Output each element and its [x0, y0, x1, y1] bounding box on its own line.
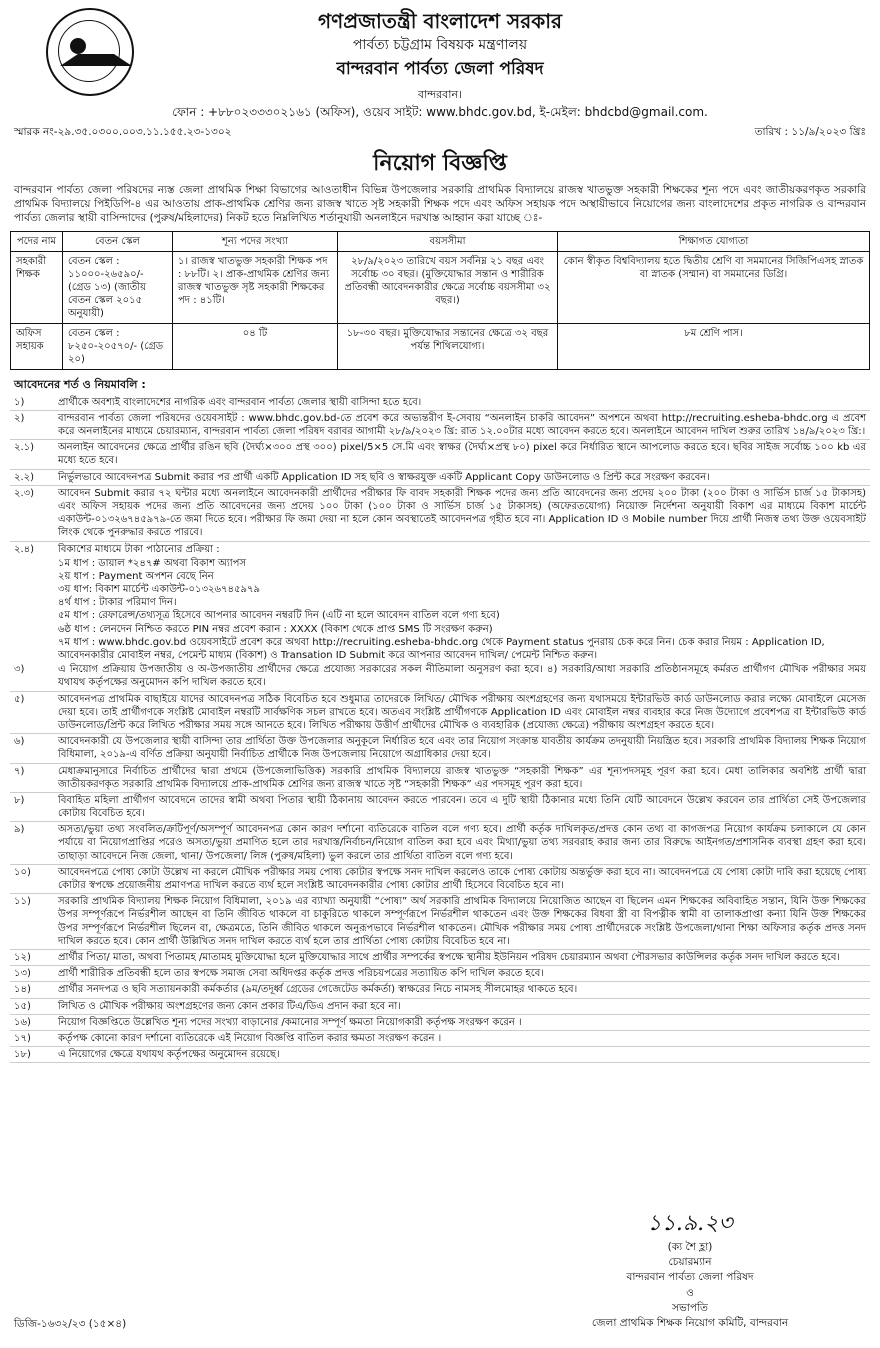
cell-vacancy: ১। রাজস্ব খাতভুক্ত সহকারী শিক্ষক পদ : ৮৮টি। ২। প্রাক-প্রাথমিক শ্রেণির জন্য রাজস্ব খাতভুক্ত সৃষ্ট সহকারী শিক্ষকের পদ : ৪১টি। [173, 252, 338, 324]
cell-vacancy: ০৪ টি [173, 324, 338, 370]
cell-education: কোন স্বীকৃত বিশ্ববিদ্যালয় হতে দ্বিতীয় শ্রেণি বা সমমানের সিজিপিএসহ স্নাতক বা স্নাতক (সম্মান) বা সমমানের ডিগ্রি। [558, 252, 870, 324]
list-item [10, 982, 870, 998]
logo-inner-ring [58, 20, 120, 82]
signatory-name: (ক্য শৈ হ্লা) [667, 1240, 713, 1253]
item-text: কর্তৃপক্ষ কোনো কারণ দর্শানো ব্যতিরেকে এই নিয়োগ বিজ্ঞপ্তি বাতিল করার ক্ষমতা সংরক্ষণ করেন । [58, 1032, 442, 1044]
signatory-title-2: সভাপতি [672, 1301, 708, 1314]
item-number: ৬) [14, 736, 25, 748]
payment-step: ১ম ধাপ : ডায়াল *২৪৭# অথবা বিকাশ অ্যাপস [58, 557, 247, 569]
item-number: ৫) [14, 693, 25, 705]
item-text: আবেদন Submit করার ৭২ ঘন্টার মধ্যে অনলাইনে আবেদনকারী প্রার্থীদের পরীক্ষার ফি বাবদ সহকারী শিক্ষক পদের জন্য প্রতি আবেদনের জন্য প্রদেয় ২০০ টাকা (২০০ টাকা ও সার্ভিস চার্জ ১৫ টাকাসহ) এবং অফিস সহায়ক পদের জন্য প্রতি আবেদনের জন্য প্রদেয় ১০০ টাকা (১০০ টাকা ও সার্ভিস চার্জ ১৫ টাকাসহ) (অফেরতযোগ্য) নিয়োক্ত নির্দেশনা অনুযায়ী বিকাশ এর মাধ্যমে বিকাশ মার্চেন্ট একাউন্ট-০১৩২৬৭৪৫৯৭৯-তে জমা দিতে হবে। পরীক্ষার ফি জমা দেয়া না হলে কোন অবস্থাতেই আবেদনপত্র গৃহীত হবে না। Application ID ও Mobile number দিয়ে প্রার্থী নিজস্ব তথ্য উক্ত ওয়েবসাইট লিংক থেকে পুনরুদ্ধার করতে পারবে। [58, 487, 866, 539]
item-text: নির্ভুলভাবে আবেদনপত্র Submit করার পর প্রার্থী একটি Application ID সহ ছবি ও স্বাক্ষরযুক্ত একটি Applicant Copy ডাউনলোড ও প্রিন্ট করে সংরক্ষণ করবেন। [58, 471, 710, 483]
list-item [10, 966, 870, 982]
hill-icon [60, 54, 132, 66]
signatory-and: ও [686, 1286, 694, 1299]
item-text: বিকাশের মাধ্যমে টাকা পাঠানোর প্রক্রিয়া : [58, 543, 220, 555]
memo-line [10, 126, 870, 140]
item-text: বান্দরবান পার্বত্য জেলা পরিষদের ওয়েবসাইট : www.bhdc.gov.bd-তে প্রবেশ করে অভ্যন্তরীণ ই-সেবায় “অনলাইন চাকরি আবেদন” অপশনে অথবা http://recruiting.esheba-bhdc.org এ প্রবেশ করে অনলাইনের মাধ্যমে চেয়ারম্যান, বান্দরবান পার্বত্য জেলা পরিষদ বরাবর আগামী ২৮/৯/২০২৩ খ্রি: রাত ১২.০০টার মধ্যে আবেদন করতে হবে। অনলাইনে আবেদন দাখিল শুরুর তারিখ ১৪/৯/২০২৩ খ্রি:। [58, 412, 866, 437]
notice-page [10, 0, 870, 1330]
posts-table [10, 231, 870, 370]
list-item [10, 865, 870, 894]
cell-scale: বেতন স্কেল : ১১০০০-২৬৫৯০/- (গ্রেড ১৩) (জাতীয় বেতন স্কেল ২০১৫ অনুযায়ী) [63, 252, 173, 324]
item-text: লিখিত ও মৌখিক পরীক্ষায় অংশগ্রহণের জন্য কোন প্রকার টিএ/ডিএ প্রদান করা হবে না। [58, 1000, 401, 1012]
item-number: ১৪) [14, 984, 31, 996]
cell-education: ৮ম শ্রেণি পাস। [558, 324, 870, 370]
item-text: আবেদনপত্রে পোষ্য কোটা উল্লেখ না করলে মৌখিক পরীক্ষার সময় পোষ্য কোটার স্বপক্ষে সনদ দাখিল করলেও তাকে পোষ্য কোটায় অন্তর্ভুক্ত করা হবে না। আবেদনপত্রে যে পোষ্য কোটা দাবি করা হয়েছে পোষ্য কোটার স্বপক্ষে প্রয়োজনীয় প্রমাণপত্র দাখিল করতে ব্যর্থ হলে সংশ্লিষ্ট আবেদনকারীর পোষ্য কোটার প্রার্থী হিসেবে বিবেচিত হবে না। [58, 866, 866, 891]
list-item [10, 793, 870, 822]
item-number: ২.৪) [14, 543, 35, 555]
item-text: প্রার্থীর সনদপত্র ও ছবি সত্যায়নকারী কর্মকর্তার (৯ম/তদূর্ধ্ব গ্রেডের গেজেটেড কর্মকর্তা) স্বাক্ষরের নিচে নামসহ সীলমোহর থাকতে হবে। [58, 984, 578, 996]
item-number: ২.২) [14, 471, 35, 483]
payment-step: ৫ম ধাপ : রেফারেন্স/তথ্যসূত্র হিসেবে আপনার আবেদন নম্বরটি দিন (এটি না হলে আবেদন বাতিল বলে গণ্য হবে) [58, 610, 500, 622]
cell-age: ১৮-৩০ বছর। মুক্তিযোদ্ধার সন্তানের ক্ষেত্রে ৩২ বছর পর্যন্ত শিথিলযোগ্য। [338, 324, 558, 370]
list-item [10, 1063, 870, 1065]
item-number: ১৫) [14, 1000, 31, 1012]
item-text: মেধাক্রমানুসারে নির্বাচিত প্রার্থীদের দ্বারা প্রথমে (উপজেলাভিত্তিক) সরকারি প্রাথমিক বিদ্যালয়ে রাজস্ব খাতভুক্ত “সহকারী শিক্ষক” এর শূন্যপদসমূহ পূরণ করা হবে। মেধা তালিকার অবশিষ্ট প্রার্থী দ্বারা জাতীয়করণকৃত সরকারি প্রাথমিক বিদ্যালয়ে প্রাক-প্রাথমিক শ্রেণির জন্য রাজস্ব খাতে সৃষ্ট “সহকারী শিক্ষক” এর পদসমূহ পূরণ করা হবে। [58, 765, 866, 790]
letterhead [10, 8, 870, 120]
item-number: ১) [14, 396, 25, 408]
notice-title: নিয়োগ বিজ্ঞপ্তি [373, 150, 507, 176]
item-number: ২.১) [14, 442, 35, 454]
item-number: ১৭) [14, 1032, 31, 1044]
item-number: ১৩) [14, 968, 31, 980]
list-item [10, 692, 870, 735]
list-item [10, 894, 870, 950]
city-name: বান্দরবান। [417, 88, 462, 102]
item-text: আবেদনপত্র প্রাথমিক বাছাইয়ে যাদের আবেদনপত্র সঠিক বিবেচিত হবে শুধুমাত্র তাদেরকে লিখিত/ মৌখিক পরীক্ষায় অংশগ্রহণের জন্য যথাসময়ে ইন্টারভিউ কার্ড ডাউনলোড করার লক্ষ্যে মোবাইলে মেসেজ দেয়া হবে। তাই প্রার্থীগণকে সংশ্লিষ্ট মোবাইল নম্বরটি সার্বক্ষণিক সচল রাখতে হবে। অতএব সংশ্লিষ্ট প্রার্থীগণকে Application ID এবং মোবাইল নম্বর ব্যবহার করে নিজ উদ্যোগে প্রবেশপত্র বা ইন্টারভিউ কার্ড ডাউনলোড/প্রিন্ট করে লিখিত পরীক্ষার সময় সঙ্গে আনতে হবে। লিখিত পরীক্ষায় উত্তীর্ণ প্রার্থীদের মৌখিক ও ব্যবহারিক (প্রযোজ্য ক্ষেত্রে) পরীক্ষায় অংশগ্রহণ করতে হবে। [58, 693, 866, 731]
list-item [10, 1015, 870, 1031]
header-age: বয়সসীমা [338, 232, 558, 252]
item-text: প্রার্থীকে অবশ্যই বাংলাদেশের নাগরিক এবং বান্দরবান পার্বত্য জেলার স্থায়ী বাসিন্দা হতে হবে। [58, 396, 422, 408]
item-text: এ নিয়োগ প্রক্রিয়ায় উপজাতীয় ও অ-উপজাতীয় প্রার্থীদের ক্ষেত্রে প্রযোজ্য সরকারের সকল নীতিমালা অনুসরণ করা হবে। ৪) সরকারি/আধা সরকারি প্রতিষ্ঠানসমূহে কর্মরত প্রার্থীগণ মৌখিক পরীক্ষার সময় যথাযথ কর্তৃপক্ষের অনুমোদন কপি দাখিল করতে হবে। [58, 664, 866, 689]
item-text: প্রার্থীর পিতা/ মাতা, অথবা পিতামহ /মাতামহ মুক্তিযোদ্ধা হলে মুক্তিযোদ্ধার সাথে প্রার্থীর সম্পর্কের স্বপক্ষে স্থানীয় ইউনিয়ন পরিষদ চেয়ারম্যান অথবা পৌরসভার কাউন্সিলর কর্তৃক সনদ দাখিল করতে হবে। [58, 951, 840, 963]
item-text: নিয়োগ বিজ্ঞপ্তিতে উল্লেখিত শূন্য পদের সংখ্যা বাড়ানোর /কমানোর সম্পূর্ণ ক্ষমতা নিয়োগকারী কর্তৃপক্ষ সংরক্ষণ করেন । [58, 1016, 522, 1028]
memo-date: তারিখ : ১১/৯/২০২৩ খ্রিঃ [754, 126, 866, 139]
signatory-org-2: জেলা প্রাথমিক শিক্ষক নিয়োগ কমিটি, বান্দরবান [591, 1316, 789, 1329]
signatory-org-1: বান্দরবান পার্বত্য জেলা পরিষদ [626, 1271, 754, 1284]
list-item [10, 999, 870, 1015]
item-text: বিবাহিত মহিলা প্রার্থীগণ আবেদনে তাদের স্বামী অথবা পিতার স্থায়ী ঠিকানায় আবেদন করতে পারবেন। তবে এ দুটি স্থায়ী ঠিকানার মধ্যে তিনি যেটি আবেদনে উল্লেখ করবেন তার প্রার্থিতা সেই উপজেলার কোটায় বিবেচিত হবে। [58, 794, 866, 820]
table-row [11, 324, 870, 370]
item-number: ২) [14, 412, 25, 424]
item-number: ১০) [14, 866, 31, 878]
council-logo-seal [46, 8, 134, 96]
payment-step: ৭ম ধাপ : www.bhdc.gov.bd ওয়েবসাইটে প্রবেশ করে অথবা http://recruiting.esheba-bhdc.org থেকে Payment status পুনরায় চেক করে নিন। চেক করার নিয়ম : Application ID, আবেদনকারীর মোবাইল নম্বর, পেমেন্ট মাধ্যম (বিকাশ) ও Transation ID Submit করে আপনার আবেদন দাখিল/ পেমেন্ট নিশ্চিত করুন। [58, 636, 825, 661]
signature-block [540, 1208, 840, 1331]
cell-scale: বেতন স্কেল : ৮২৫০-২০৫৭০/- (গ্রেড ২০) [63, 324, 173, 370]
list-item [10, 950, 870, 966]
item-number: ৩) [14, 664, 25, 676]
table-row [11, 252, 870, 324]
payment-steps [10, 557, 870, 663]
contact-line: ফোন : +৮৮০২৩৩৩০২১৬১ (অফিস), ওয়েব সাইট: www.bhdc.gov.bd, ই-মেইল: bhdcbd@gmail.com. [172, 104, 708, 119]
govt-name: গণপ্রজাতন্ত্রী বাংলাদেশ সরকার [318, 9, 562, 33]
item-number: ১৬) [14, 1016, 31, 1028]
item-number: ৯) [14, 824, 25, 836]
list-item [10, 1031, 870, 1047]
list-item [10, 440, 870, 469]
signatory-title-1: চেয়ারম্যান [668, 1256, 712, 1269]
item-text: সরকারি প্রাথমিক বিদ্যালয় শিক্ষক নিয়োগ বিধিমালা, ২০১৯ এর ব্যাখ্যা অনুযায়ী “পোষ্য” অর্থ সরকারি প্রাথমিক বিদ্যালয়ে নিয়োজিত আছেন বা ছিলেন এমন শিক্ষকের অবিবাহিত সন্তান, যিনি উক্ত শিক্ষকের উপর সম্পূর্ণরূপে নির্ভরশীল আছেন বা তিনি জীবিত থাকলে বা চাকুরিতে থাকলে সম্পূর্ণরূপে নির্ভরশীল থাকতেন এবং উক্ত শিক্ষকের বিধবা স্ত্রী বা বিপত্নীক স্বামী বা তালাকপ্রাপ্তা কন্যা যিনি উক্ত শিক্ষকের উপর সম্পূর্ণরূপে নির্ভরশীল ছিলেন বা, ক্ষেত্রমতে, তিনি জীবিত থাকলে অনুরূপভাবে নির্ভরশীল থাকতেন। মৌখিক পরীক্ষার সময় পোষ্য প্রার্থীদেরকে সংশ্লিষ্ট উপজেলা/থানা শিক্ষা অফিসার কর্তৃক প্রদত্ত সনদ দাখিল করতে হবে। কোন প্রার্থী উল্লিখিত সনদ দাখিল করতে ব্যর্থ হলে তার প্রার্থিতা পোষ্য কোটায় বিবেচিত হবে না। [58, 896, 867, 947]
sun-icon [70, 38, 86, 54]
header-education: শিক্ষাগত যোগ্যতা [558, 232, 870, 252]
item-text: প্রার্থী শারীরিক প্রতিবন্ধী হলে তার স্বপক্ষে সমাজ সেবা অধিদপ্তর কর্তৃক প্রদত্ত পরিচয়পত্রের সত্যায়িত কপি দাখিল করতে হবে। [58, 968, 544, 980]
intro-paragraph: বান্দরবান পার্বত্য জেলা পরিষদের ন্যস্ত জেলা প্রাথমিক শিক্ষা বিভাগের আওতাধীন বিভিন্ন উপজেলার সরকারি প্রাথমিক বিদ্যালয়ে রাজস্ব খাতভুক্ত সহকারী শিক্ষকের শূন্য পদে এবং জাতীয়করণকৃত সরকারি প্রাথমিক বিদ্যালয়ে পিইডিপি-৪ এর আওতায় প্রাক-প্রাথমিক শ্রেণির জন্য রাজস্ব খাতে সৃষ্ট সহকারী শিক্ষক পদে এবং অফিস সহায়ক পদে অস্থায়ীভাবে নিয়োগের জন্য বাংলাদেশের প্রকৃত নাগরিক ও বান্দরবান পার্বত্য জেলার স্থায়ী বাসিন্দাদের (পুরুষ/মহিলাদের) নিকট হতে নিম্নলিখিত শর্তানুযায়ী অনলাইনে দরখাস্ত আহ্বান করা যাচ্ছে ঃ- [14, 184, 866, 224]
table-header-row [11, 232, 870, 252]
item-number: ১২) [14, 951, 31, 963]
item-text: আবেদনকারী যে উপজেলার স্থায়ী বাসিন্দা তার প্রার্থিতা উক্ত উপজেলার অনুকূলে নির্ধারিত হবে এবং তার নিয়োগ সংক্রান্ত যাবতীয় কার্যক্রম তদনুযায়ী নিয়ন্ত্রিত হবে। সরকারি প্রাথমিক বিদ্যালয় শিক্ষক নিয়োগ বিধিমালা, ২০১৯-এ বর্ণিত প্রক্রিয়া অনুযায়ী নির্বাচিত প্রার্থীকে নিজ উপজেলায় নিয়োগে অগ্রাধিকার দেয়া হবে। [58, 736, 866, 761]
item-number: ২.৩) [14, 487, 35, 499]
item-text: অসত্য/ভুয়া তথ্য সংবলিত/ক্রটিপূর্ণ/অসম্পূর্ণ আবেদনপত্র কোন কারণ দর্শানো ব্যতিরেকে বাতিল বলে গণ্য হবে। প্রার্থী কর্তৃক দাখিলকৃত/প্রদত্ত কোন তথ্য বা কাগজপত্র নিয়োগ কার্যক্রম চলাকালে যে কোন পর্যায়ে বা নিয়োগপ্রাপ্তির পরেও অসত্য/ভুয়া প্রমাণিত হলে তার দরখাস্ত/নির্বাচন/নিয়োগ বাতিল করা হবে এবং মিথ্যা/ভুয়া তথ্য সরবরাহ করার জন্য তার বিরুদ্ধে আইনগত/প্রশাসনিক ব্যবস্থা গ্রহণ করা হবে। তাছাড়া আবেদনে নিজ জেলা, থানা/ উপজেলা/ লিঙ্গ (পুরুষ/মহিলা) ভুল করলে তার প্রার্থিতা বাতিল বলে গণ্য হবে। [58, 824, 866, 862]
list-item [10, 470, 870, 486]
list-item [10, 1047, 870, 1063]
handwritten-signature: ১১.৯.২৩ [647, 1211, 733, 1236]
payment-step: ৬ষ্ঠ ধাপ : লেনদেন নিশ্চিত করতে PIN নম্বর প্রবেশ করান : XXXX (বিকাশ থেকে প্রাপ্ত SMS টি সংরক্ষণ করুন) [58, 623, 493, 635]
list-item [10, 411, 870, 440]
cell-post: সহকারী শিক্ষক [11, 252, 63, 324]
cell-age: ২৮/৯/২০২৩ তারিখে বয়স সর্বনিম্ন ২১ বছর এবং সর্বোচ্চ ৩০ বছর। (মুক্তিযোদ্ধার সন্তান ও শারীরিক প্রতিবন্ধী আবেদনকারীর ক্ষেত্রে সর্বোচ্চ বয়সসীমা ৩২ বছর।) [338, 252, 558, 324]
item-number: ৮) [14, 794, 25, 806]
item-text: এ নিয়োগের ক্ষেত্রে যথাযথ কর্তৃপক্ষের অনুমোদন রয়েছে। [58, 1049, 280, 1061]
payment-step: ২য় ধাপ : Payment অপশন বেছে নিন [58, 570, 214, 582]
list-item [10, 734, 870, 763]
print-code: ডিজি-১৬৩২/২৩ (১৫×৪) [14, 1318, 127, 1330]
list-item [10, 662, 870, 691]
payment-step: ৩য় ধাপ: বিকাশ মার্চেন্ট একাউন্ট-০১৩২৬৭৪৫৯৭৯ [58, 584, 260, 596]
list-item [10, 395, 870, 411]
item-text: অনলাইন আবেদনের ক্ষেত্রে প্রার্থীর রঙিন ছবি (দৈর্ঘ্য×৩০০ প্রস্থ ৩০০) pixel/5×5 সে.মি এবং স্বাক্ষর (দৈর্ঘ্য×প্রস্থ ৮০) pixel করে নির্ধারিত স্থানে আপলোড করতে হবে। ছবির সাইজ সর্বোচ্চ ১০০ kb এর মধ্যে হতে হবে। [58, 442, 866, 467]
memo-number: স্মারক নং-২৯.৩৫.০৩০০.০০৩.১১.১৫৫.২৩-১৩০২ [14, 126, 232, 139]
conditions-list [10, 395, 870, 1066]
ministry-name: পার্বত্য চট্টগ্রাম বিষয়ক মন্ত্রণালয় [352, 37, 528, 53]
payment-step: ৪র্থ ধাপ : টাকার পরিমাণ দিন। [58, 597, 177, 609]
cell-post: অফিস সহায়ক [11, 324, 63, 370]
item-number: ১৮) [14, 1049, 31, 1061]
header-vacancy: শূন্য পদের সংখ্যা [173, 232, 338, 252]
conditions-heading: আবেদনের শর্ত ও নিয়মাবলি : [14, 378, 146, 392]
header-scale: বেতন স্কেল [63, 232, 173, 252]
list-item [10, 486, 870, 542]
item-number: ১১) [14, 896, 31, 908]
item-number: ৭) [14, 765, 25, 777]
list-item [10, 764, 870, 793]
list-item [10, 542, 870, 557]
council-name: বান্দরবান পার্বত্য জেলা পরিষদ [336, 59, 544, 80]
list-item [10, 822, 870, 865]
header-post: পদের নাম [11, 232, 63, 252]
